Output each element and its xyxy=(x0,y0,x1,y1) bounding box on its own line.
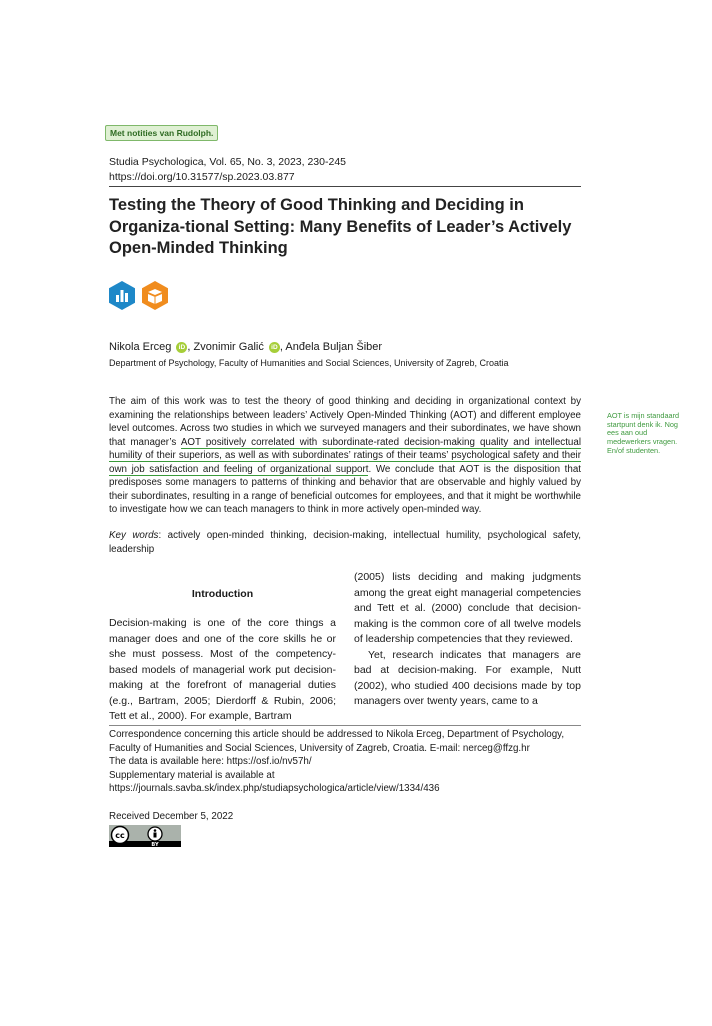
footnote xyxy=(109,728,581,796)
abstract-text: The aim of this work was to test the theory of good thinking and deciding in organizational context by examining the relationships between leaders’ Actively Open-Minded Thinking (AOT) and different employee level outcomes. Across two studies in which we surveyed managers and their subordinates, we have shown that manager’s xyxy=(109,396,581,448)
author-name: Zvonimir Galić xyxy=(193,341,264,353)
data-availability-note[interactable]: The data is available here: https://osf.io/nv57h/ xyxy=(109,756,312,768)
keywords-label: Key words xyxy=(109,530,159,541)
open-science-badges xyxy=(109,281,171,310)
svg-text:cc: cc xyxy=(115,831,125,840)
author-name: Nikola Erceg xyxy=(109,341,172,353)
body-column-right xyxy=(354,570,581,710)
open-materials-badge-icon[interactable] xyxy=(142,281,168,310)
orcid-icon[interactable]: iD xyxy=(269,342,280,353)
affiliation: Department of Psychology, Faculty of Humanities and Social Sciences, University of Zagreb, Croatia xyxy=(109,358,509,368)
open-data-badge-icon[interactable] xyxy=(109,281,135,310)
journal-citation: Studia Psychologica, Vol. 65, No. 3, 2023, 230-245 xyxy=(109,156,346,168)
author-name: Anđela Buljan Šiber xyxy=(285,341,383,353)
journal-info xyxy=(109,155,346,185)
header-rule xyxy=(109,186,581,187)
margin-note[interactable]: AOT is mijn standaard startpunt denk ik. Nog ees aan oud medewerkers vragen. En/of studenten. xyxy=(607,411,680,455)
abstract xyxy=(109,395,581,517)
correspondence-note: Correspondence concerning this article should be addressed to Nikola Erceg, Department of Psychology, Faculty of Humanities and Social Sciences, University of Zagreb, Croatia. E-mail: nerceg@ffzg.hr xyxy=(109,729,565,754)
author-list: Nikola Erceg iD , Zvonimir Galić iD , Anđela Buljan Šiber xyxy=(109,341,383,353)
paper-title: Testing the Theory of Good Thinking and Deciding in Organiza-tional Setting: Many Benefits of Leader’s Actively Open-Minded Thinking xyxy=(109,196,572,257)
annotation-tag[interactable]: Met notities van Rudolph. xyxy=(105,125,218,141)
abstract-text: . We conclude that AOT is the disposition that predisposes some managers to patterns of thinking and behavior that are observable and highly valued by their subordinates, resulting in a range of beneficial outcomes for employees, and that it might be worthwhile to investigate how we can teach managers to think in more actively open-minded way. xyxy=(109,463,582,515)
footnote-rule xyxy=(109,725,581,726)
received-date: Received December 5, 2022 xyxy=(109,811,234,822)
cc-by-label: BY xyxy=(151,842,159,847)
highlighted-text[interactable]: AOT positively correlated with subordinate-rated decision-making quality and intellectual humility of their superiors, as well as with subordinates’ ratings of their teams’ psychological safety and their own job satisfaction and feeling of organizational support xyxy=(109,436,581,475)
orcid-icon[interactable]: iD xyxy=(176,342,187,353)
paragraph: Yet, research indicates that managers are bad at decision-making. For example, Nutt (2002), who studied 400 decisions made by top managers over twenty years, came to a xyxy=(354,648,581,707)
doi-link[interactable]: https://doi.org/10.31577/sp.2023.03.877 xyxy=(109,171,295,183)
supplementary-note[interactable]: Supplementary material is available at https://journals.savba.sk/index.php/studiapsychologica/article/view/1334/436 xyxy=(109,769,440,795)
paragraph: (2005) lists deciding and making judgments among the great eight managerial competencies and Tett et al. (2000) conclude that decision-making is the common core of all twelve models of leadership competencies that they reviewed. xyxy=(354,571,581,645)
section-heading: Introduction xyxy=(191,588,254,600)
body-column-left: Decision-making is one of the core things a manager does and one of the core skills he or she must possess. Most of the competency-based models of managerial work put decision-making at the forefront of managerial duties (e.g., Bartram, 2005; Dierdorff & Rubin, 2006; Tett et al., 2000). For example, Bartram xyxy=(109,617,336,722)
keywords-text: : actively open-minded thinking, decision-making, intellectual humility, psychological safety, leadership xyxy=(109,530,581,555)
keywords xyxy=(109,529,581,556)
cc-by-license-icon[interactable] xyxy=(109,825,181,847)
